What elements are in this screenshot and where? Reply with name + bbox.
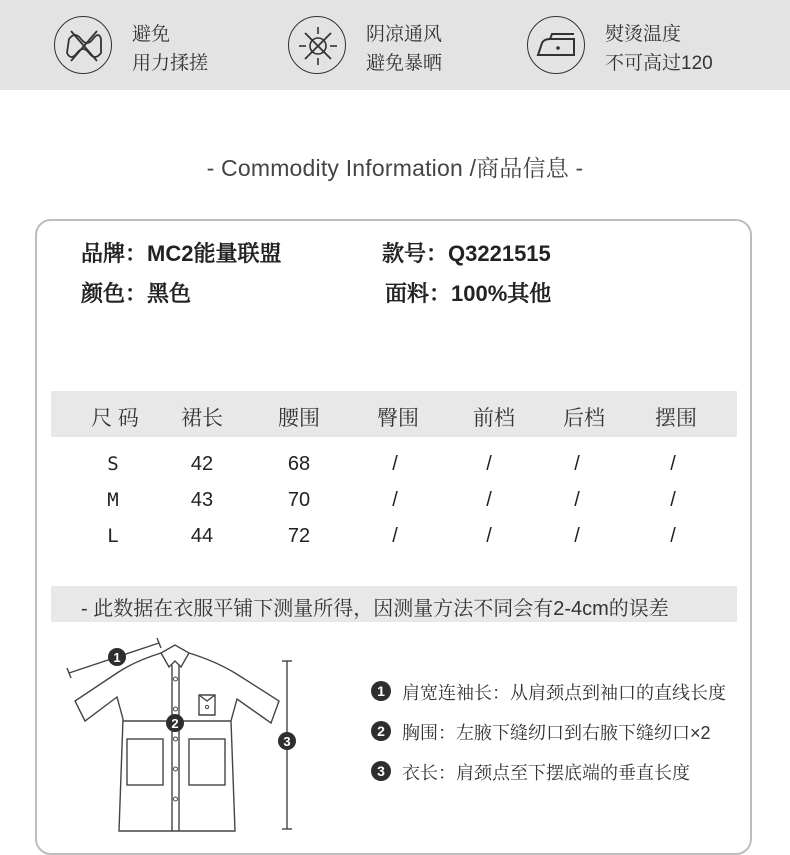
care-text — [605, 20, 713, 78]
coat-outline-icon — [65, 631, 345, 841]
hip-cell: / — [392, 489, 398, 511]
length-cell: 42 — [190, 453, 214, 475]
back-rise-cell: / — [574, 489, 580, 511]
table-row — [51, 485, 737, 519]
hem-cell: / — [670, 489, 676, 511]
back-rise-cell: / — [574, 453, 580, 475]
legend-text: 衣长：肩颈点至下摆底端的垂直长度 — [402, 763, 690, 783]
waist-cell: 72 — [287, 525, 311, 547]
hip-cell: / — [392, 453, 398, 475]
style-value: Q3221515 — [448, 241, 551, 266]
no-wring-icon — [54, 16, 112, 74]
size-cell: M — [107, 489, 119, 511]
front-rise-cell: / — [486, 489, 492, 511]
iron-icon — [527, 16, 585, 74]
care-text — [132, 20, 208, 78]
marker-1 — [108, 648, 126, 666]
table-row — [51, 449, 737, 483]
care-instructions-band — [0, 0, 790, 90]
header-front-rise: 前档 — [473, 407, 515, 430]
marker-2 — [166, 714, 184, 732]
style-row — [382, 237, 551, 268]
measurement-note: - 此数据在衣服平铺下测量所得，因测量方法不同会有2-4cm的误差 — [81, 598, 669, 620]
marker-3-label: 3 — [283, 734, 291, 749]
care-text — [366, 20, 442, 78]
shade-dry-icon — [288, 16, 346, 74]
header-hem: 摆围 — [655, 407, 697, 430]
garment-diagram — [65, 631, 345, 846]
hip-cell: / — [392, 525, 398, 547]
header-waist: 腰围 — [278, 407, 320, 430]
color-row — [81, 277, 191, 308]
style-label: 款号： — [382, 241, 449, 266]
length-cell: 43 — [190, 489, 214, 511]
brand-row — [81, 237, 281, 268]
marker-1-label: 1 — [113, 650, 121, 665]
fabric-label: 面料： — [385, 281, 452, 306]
legend-text: 肩宽连袖长：从肩颈点到袖口的直线长度 — [402, 683, 726, 703]
product-info-card — [35, 219, 752, 855]
header-back-rise: 后档 — [563, 407, 605, 430]
legend-number: 3 — [371, 761, 391, 781]
care-line-1: 阴凉通风 — [366, 24, 443, 45]
legend-text: 胸围：左腋下缝纫口到右腋下缝纫口×2 — [402, 723, 711, 743]
table-row — [51, 521, 737, 555]
waist-cell: 68 — [287, 453, 311, 475]
header-size: 尺 码 — [91, 407, 139, 430]
care-line-1: 熨烫温度 — [605, 24, 682, 45]
section-title: - Commodity Information /商品信息 - — [206, 155, 584, 181]
legend-number: 2 — [371, 721, 391, 741]
hem-cell: / — [670, 453, 676, 475]
fabric-row — [385, 277, 551, 308]
measurement-note-band — [51, 586, 737, 622]
waist-cell: 70 — [287, 489, 311, 511]
size-cell: S — [107, 453, 119, 475]
front-rise-cell: / — [486, 525, 492, 547]
brand-label: 品牌： — [81, 241, 148, 266]
fabric-value: 100%其他 — [451, 281, 552, 306]
marker-3 — [278, 732, 296, 750]
care-line-2: 避免暴晒 — [366, 53, 443, 74]
size-table-header — [51, 391, 737, 437]
care-line-1: 避免 — [132, 24, 171, 45]
care-line-2: 用力揉搓 — [132, 53, 209, 74]
header-hip: 臀围 — [377, 407, 419, 430]
front-rise-cell: / — [486, 453, 492, 475]
hem-cell: / — [670, 525, 676, 547]
size-cell: L — [107, 525, 119, 547]
color-label: 颜色： — [81, 281, 148, 306]
care-line-2: 不可高过120 — [605, 53, 713, 74]
brand-value: MC2能量联盟 — [147, 241, 282, 266]
length-cell: 44 — [190, 525, 214, 547]
legend-number: 1 — [371, 681, 391, 701]
color-value: 黑色 — [147, 281, 192, 306]
marker-2-label: 2 — [171, 716, 179, 731]
back-rise-cell: / — [574, 525, 580, 547]
header-length: 裙长 — [181, 407, 223, 430]
